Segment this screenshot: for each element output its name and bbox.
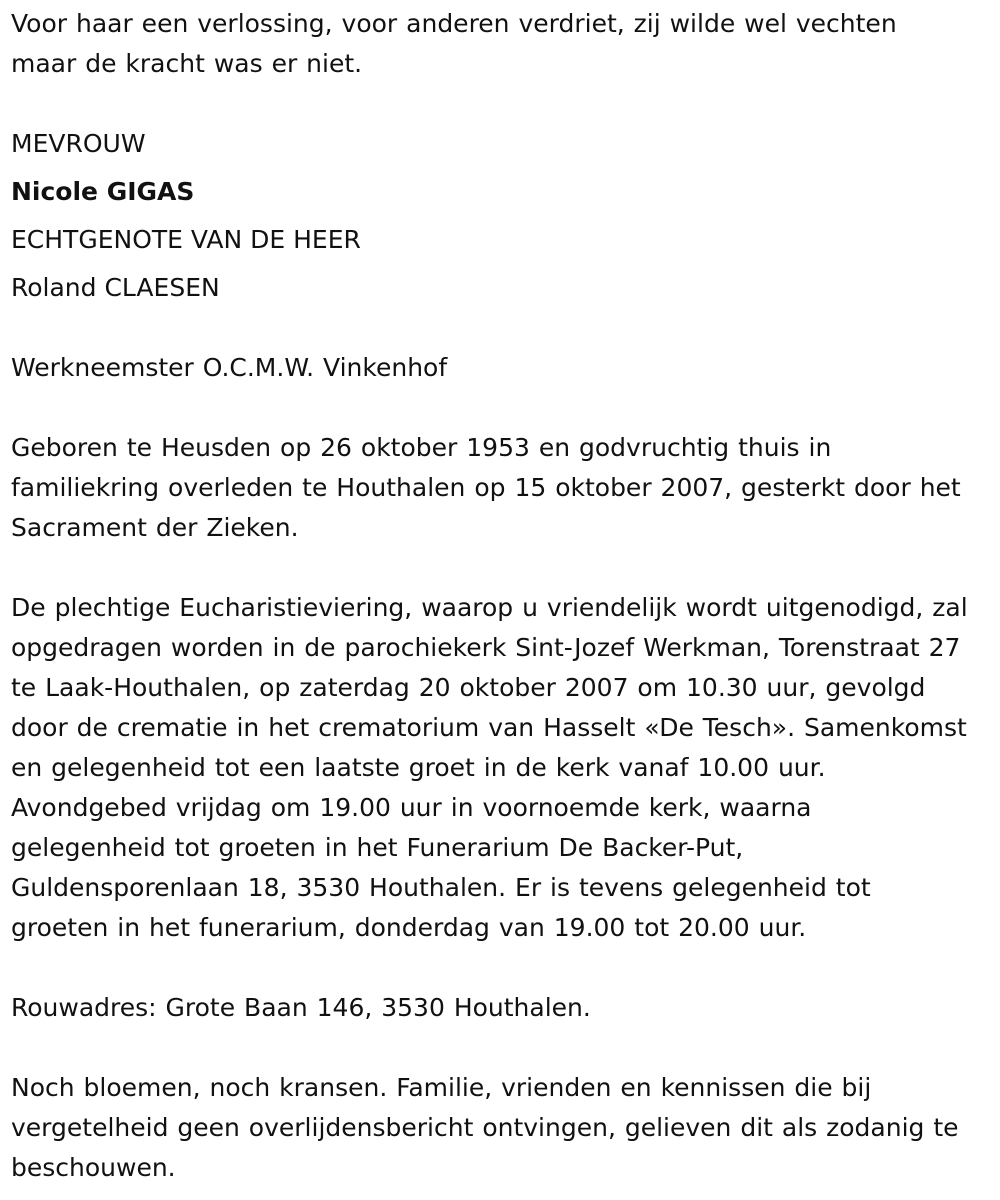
birth-death-text: Geboren te Heusden op 26 oktober 1953 en godvruchtig thuis in familiekring overleden te Houthalen op 15 oktober 2007, gesterkt door het Sacrament der Zieken. xyxy=(11,433,961,542)
deceased-block xyxy=(11,124,969,308)
relation-text: ECHTGENOTE VAN DE HEER xyxy=(11,225,361,254)
motto-text: Voor haar een verlossing, voor anderen verdriet, zij wilde wel vechten maar de kracht was er niet. xyxy=(11,9,897,78)
honorific-title: MEVROUW xyxy=(11,129,146,158)
spouse-name: Roland CLAESEN xyxy=(11,273,220,302)
mourning-address: Rouwadres: Grote Baan 146, 3530 Houthalen. xyxy=(11,993,591,1022)
occupation-text: Werkneemster O.C.M.W. Vinkenhof xyxy=(11,353,448,382)
ceremony-text: De plechtige Eucharistieviering, waarop u vriendelijk wordt uitgenodigd, zal opgedragen worden in de parochiekerk Sint-Jozef Werkman, Torenstraat 27 te Laak-Houthalen, op zaterdag 20 oktober 2007 om 10.30 uur, gevolgd door de crematie in het crematorium van Hasselt «De Tesch». Samenkomst en gelegenheid tot een laatste groet in de kerk vanaf 10.00 uur. Avondgebed vrijdag om 19.00 uur in voornoemde kerk, waarna gelegenheid tot groeten in het Funerarium De Backer-Put, Guldensporenlaan 18, 3530 Houthalen. Er is tevens gelegenheid tot groeten in het funerarium, donderdag van 19.00 tot 20.00 uur. xyxy=(11,593,968,942)
closing-text: Noch bloemen, noch kransen. Familie, vrienden en kennissen die bij vergetelheid geen overlijdensbericht ontvingen, gelieven dit als zodanig te beschouwen. xyxy=(11,1073,959,1182)
deceased-name: Nicole GIGAS xyxy=(11,177,195,206)
